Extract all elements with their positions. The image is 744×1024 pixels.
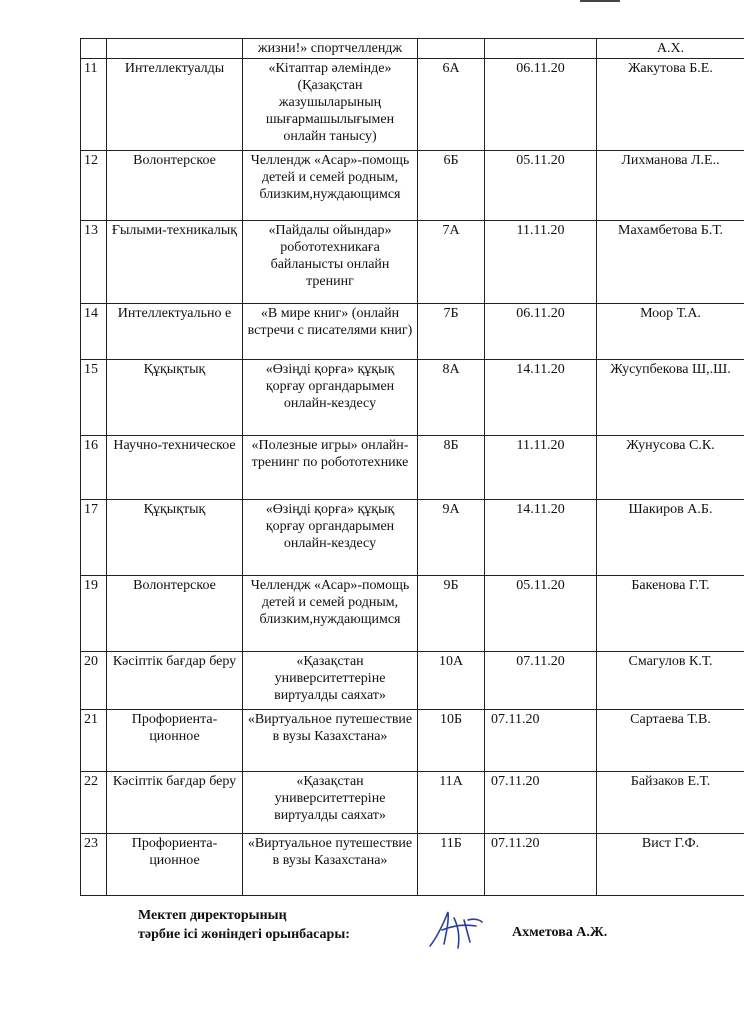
- class-cell: 10А: [418, 652, 485, 710]
- class-cell: 7Б: [418, 304, 485, 360]
- table-row: [81, 834, 744, 896]
- event-cell: «Пайдалы ойындар» робототехникаға байланысты онлайн тренинг: [243, 221, 418, 304]
- page-edge-mark: [580, 0, 620, 2]
- table-row: [81, 221, 744, 304]
- row-number: 16: [81, 436, 107, 500]
- row-number: 13: [81, 221, 107, 304]
- date-cell: 14.11.20: [485, 500, 597, 576]
- date-cell: 07.11.20: [485, 710, 597, 772]
- responsible-cell: Бакенова Г.Т.: [597, 576, 744, 652]
- row-number: [81, 39, 107, 59]
- date-cell: 05.11.20: [485, 151, 597, 221]
- date-cell: 11.11.20: [485, 436, 597, 500]
- event-cell: «Қазақстан университеттеріне виртуалды саяхат»: [243, 772, 418, 834]
- footer-line-2: тәрбие ісі жөніндегі орынбасары:: [138, 927, 350, 942]
- row-number: 17: [81, 500, 107, 576]
- events-table: [80, 38, 744, 896]
- class-cell: 10Б: [418, 710, 485, 772]
- table-row: [81, 304, 744, 360]
- direction-cell: [107, 39, 243, 59]
- footer-line-1: Мектеп директорының: [138, 908, 287, 923]
- event-cell: «Өзіңді қорға» құқық қорғау органдарымен онлайн-кездесу: [243, 500, 418, 576]
- direction-cell: Интеллектуалды: [107, 59, 243, 151]
- date-cell: 06.11.20: [485, 304, 597, 360]
- date-cell: 07.11.20: [485, 834, 597, 896]
- table-row: [81, 59, 744, 151]
- row-number: 11: [81, 59, 107, 151]
- row-number: 15: [81, 360, 107, 436]
- event-cell: «Қазақстан университеттеріне виртуалды саяхат»: [243, 652, 418, 710]
- responsible-cell: Жакутова Б.Е.: [597, 59, 744, 151]
- table-row: [81, 652, 744, 710]
- direction-cell: Волонтерское: [107, 576, 243, 652]
- direction-cell: Волонтерское: [107, 151, 243, 221]
- responsible-cell: Махамбетова Б.Т.: [597, 221, 744, 304]
- table-row: [81, 360, 744, 436]
- event-cell: Челлендж «Асар»-помощь детей и семей родным, близким,нуждающимся: [243, 151, 418, 221]
- direction-cell: Құқықтық: [107, 500, 243, 576]
- class-cell: 8Б: [418, 436, 485, 500]
- event-cell: жизни!» спортчеллендж: [243, 39, 418, 59]
- row-number: 21: [81, 710, 107, 772]
- table-row: [81, 772, 744, 834]
- responsible-cell: Байзаков Е.Т.: [597, 772, 744, 834]
- direction-cell: Профориента-ционное: [107, 834, 243, 896]
- responsible-cell: Лихманова Л.Е..: [597, 151, 744, 221]
- row-number: 14: [81, 304, 107, 360]
- event-cell: «Полезные игры» онлайн-тренинг по робототехнике: [243, 436, 418, 500]
- responsible-cell: Сартаева Т.В.: [597, 710, 744, 772]
- event-cell: «Өзіңді қорға» құқық қорғау органдарымен онлайн-кездесу: [243, 360, 418, 436]
- date-cell: [485, 39, 597, 59]
- responsible-cell: Вист Г.Ф.: [597, 834, 744, 896]
- responsible-cell: Жусупбекова Ш,.Ш.: [597, 360, 744, 436]
- table-row: [81, 436, 744, 500]
- class-cell: 9Б: [418, 576, 485, 652]
- event-cell: «Кітаптар әлемінде» (Қазақстан жазушыларының шығармашылығымен онлайн танысу): [243, 59, 418, 151]
- responsible-cell: Моор Т.А.: [597, 304, 744, 360]
- row-number: 12: [81, 151, 107, 221]
- table-row: [81, 151, 744, 221]
- class-cell: [418, 39, 485, 59]
- row-number: 23: [81, 834, 107, 896]
- responsible-cell: Шакиров А.Б.: [597, 500, 744, 576]
- class-cell: 6А: [418, 59, 485, 151]
- direction-cell: Научно-техническое: [107, 436, 243, 500]
- date-cell: 07.11.20: [485, 772, 597, 834]
- class-cell: 11Б: [418, 834, 485, 896]
- direction-cell: Кәсіптік бағдар беру: [107, 652, 243, 710]
- direction-cell: Құқықтық: [107, 360, 243, 436]
- date-cell: 07.11.20: [485, 652, 597, 710]
- direction-cell: Интеллектуально е: [107, 304, 243, 360]
- footer-title: [138, 906, 350, 944]
- direction-cell: Профориента-ционное: [107, 710, 243, 772]
- table-row: [81, 39, 744, 59]
- responsible-cell: Смагулов К.Т.: [597, 652, 744, 710]
- responsible-cell: А.Х.: [597, 39, 744, 59]
- event-cell: «Виртуальное путешествие в вузы Казахстана»: [243, 834, 418, 896]
- date-cell: 05.11.20: [485, 576, 597, 652]
- direction-cell: Кәсіптік бағдар беру: [107, 772, 243, 834]
- event-cell: «Виртуальное путешествие в вузы Казахстана»: [243, 710, 418, 772]
- direction-cell: Ғылыми-техникалық: [107, 221, 243, 304]
- row-number: 20: [81, 652, 107, 710]
- class-cell: 7А: [418, 221, 485, 304]
- class-cell: 9А: [418, 500, 485, 576]
- date-cell: 06.11.20: [485, 59, 597, 151]
- event-cell: «В мире книг» (онлайн встречи с писателями книг): [243, 304, 418, 360]
- class-cell: 11А: [418, 772, 485, 834]
- row-number: 19: [81, 576, 107, 652]
- table-row: [81, 500, 744, 576]
- date-cell: 14.11.20: [485, 360, 597, 436]
- row-number: 22: [81, 772, 107, 834]
- responsible-cell: Жунусова С.К.: [597, 436, 744, 500]
- deputy-name: Ахметова А.Ж.: [512, 925, 608, 940]
- event-cell: Челлендж «Асар»-помощь детей и семей родным, близким,нуждающимся: [243, 576, 418, 652]
- class-cell: 6Б: [418, 151, 485, 221]
- signature-image: [424, 908, 486, 952]
- table-row: [81, 710, 744, 772]
- date-cell: 11.11.20: [485, 221, 597, 304]
- table-row: [81, 576, 744, 652]
- class-cell: 8А: [418, 360, 485, 436]
